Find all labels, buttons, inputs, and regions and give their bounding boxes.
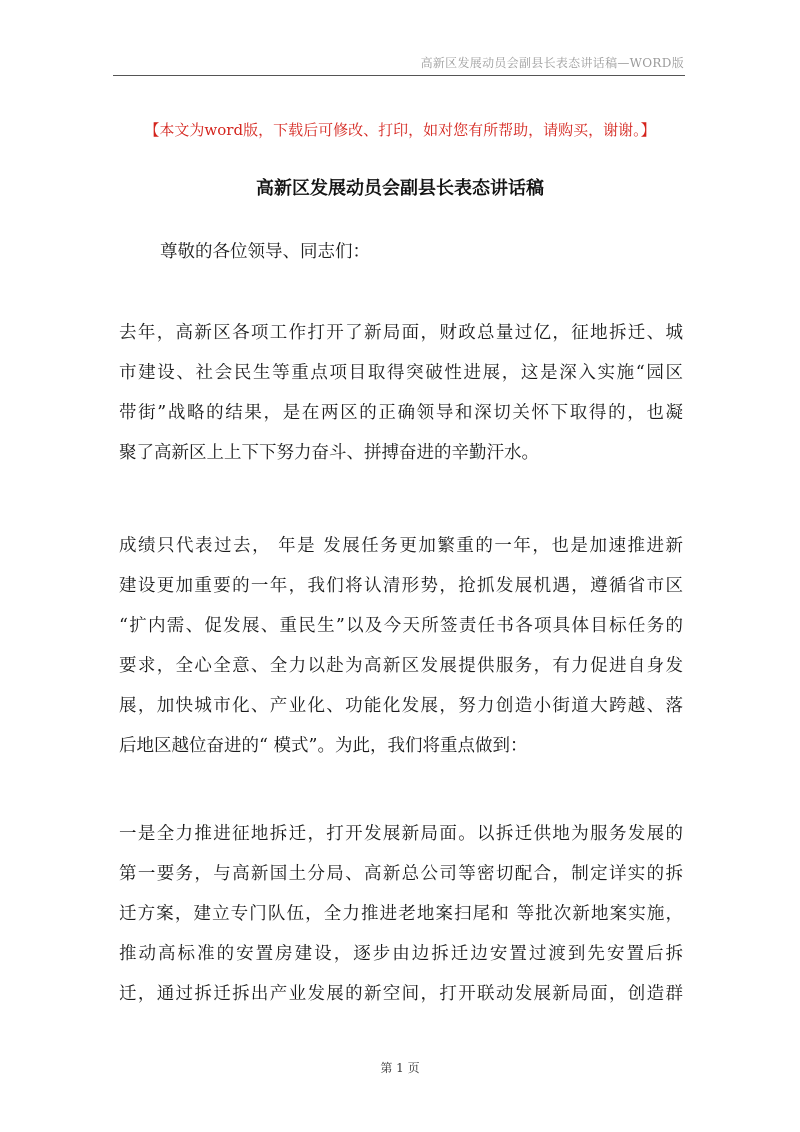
paragraph-line: 要求，全心全意、全力以赴为高新区发展提供服务，有力促进自身发 [119,656,683,676]
paragraph-line: 聚了高新区上上下下努力奋斗、拼搏奋进的辛勤汗水。 [119,443,539,463]
paragraph-3 [119,814,683,1014]
paragraph-2 [119,526,683,766]
salutation: 尊敬的各位领导、同志们： [160,242,370,262]
paragraph-line: 推动高标准的安置房建设，逐步由边拆迁边安置过渡到先安置后拆 [119,944,683,964]
paragraph-line: “扩内需、促发展、重民生”以及今天所签责任书各项具体目标任务的 [119,616,683,636]
download-notice: 【本文为word版，下载后可修改、打印，如对您有所帮助，请购买，谢谢。】 [144,121,656,139]
paragraph-line: 建设更加重要的一年，我们将认清形势，抢抓发展机遇，遵循省市区 [119,576,683,596]
paragraph-line: 迁，通过拆迁拆出产业发展的新空间，打开联动发展新局面，创造群 [119,984,683,1004]
document-title: 高新区发展动员会副县长表态讲话稿 [256,178,544,199]
paragraph-line: 迁方案，建立专门队伍，全力推进老地案扫尾和 等批次新地案实施， [119,904,683,924]
paragraph-line: 展，加快城市化、产业化、功能化发展，努力创造小街道大跨越、落 [119,696,683,716]
paragraph-line: 市建设、社会民生等重点项目取得突破性进展，这是深入实施“园区 [119,363,683,383]
header-divider [113,75,685,76]
paragraph-line: 去年，高新区各项工作打开了新局面，财政总量过亿，征地拆迁、城 [119,323,683,343]
paragraph-line: 后地区越位奋进的“ 模式”。为此，我们将重点做到： [119,736,528,756]
paragraph-1 [119,313,683,473]
paragraph-line: 第一要务，与高新国土分局、高新总公司等密切配合，制定详实的拆 [119,864,683,884]
running-header: 高新区发展动员会副县长表态讲话稿—WORD版 [420,56,684,70]
paragraph-line: 一是全力推进征地拆迁，打开发展新局面。以拆迁供地为服务发展的 [119,824,683,844]
paragraph-line: 成绩只代表过去， 年是 发展任务更加繁重的一年，也是加速推进新 [119,536,683,556]
paragraph-line: 带街”战略的结果，是在两区的正确领导和深切关怀下取得的，也凝 [119,403,683,423]
page-number: 第 1 页 [380,1061,420,1075]
